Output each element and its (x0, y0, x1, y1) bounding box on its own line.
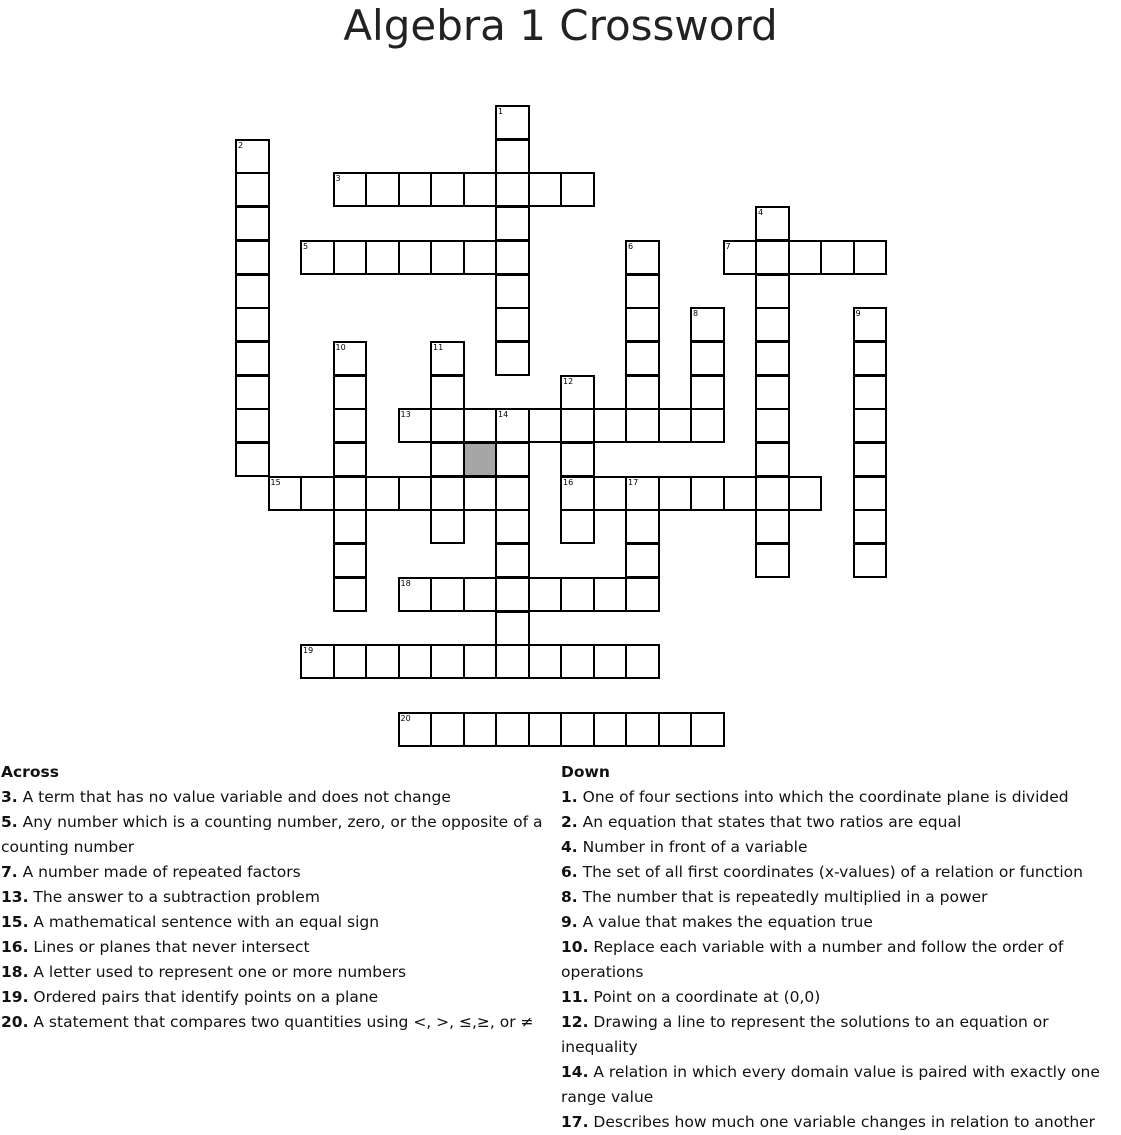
grid-cell[interactable] (625, 577, 660, 612)
grid-cell[interactable] (495, 476, 530, 511)
cell-number: 7 (725, 241, 731, 251)
grid-cell[interactable] (625, 476, 660, 511)
clue-number: 1. (561, 788, 578, 806)
clue-text: A term that has no value variable and does not change (17, 788, 451, 806)
across-clue (1, 885, 553, 910)
cell-number: 11 (433, 342, 444, 352)
grid-cell[interactable] (560, 577, 595, 612)
across-clue (1, 860, 553, 885)
grid-cell[interactable] (463, 476, 498, 511)
across-clue-list (1, 785, 553, 1035)
grid-cell[interactable] (755, 509, 790, 544)
grid-cell[interactable] (495, 105, 530, 140)
grid-cell[interactable] (235, 307, 270, 342)
grid-cell[interactable] (430, 408, 465, 443)
grid-cell[interactable] (690, 712, 725, 747)
grid-cell[interactable] (430, 644, 465, 679)
clue-number: 3. (1, 788, 18, 806)
across-clue (1, 785, 553, 810)
grid-cell[interactable] (820, 240, 855, 275)
cell-number: 2 (238, 140, 244, 150)
grid-cell[interactable] (235, 172, 270, 207)
grid-cell[interactable] (723, 240, 758, 275)
grid-cell[interactable] (333, 509, 368, 544)
grid-cell[interactable] (235, 240, 270, 275)
shaded-cell (463, 442, 498, 477)
grid-cell[interactable] (495, 274, 530, 309)
across-clue (1, 935, 553, 960)
grid-cell[interactable] (723, 476, 758, 511)
grid-cell[interactable] (560, 408, 595, 443)
grid-cell[interactable] (495, 712, 530, 747)
grid-cell[interactable] (495, 139, 530, 174)
clue-text: One of four sections into which the coordinate plane is divided (577, 788, 1069, 806)
grid-cell[interactable] (333, 476, 368, 511)
grid-cell[interactable] (235, 442, 270, 477)
across-clue (1, 960, 553, 985)
clue-number: 20. (1, 1013, 29, 1031)
grid-cell[interactable] (853, 442, 888, 477)
grid-cell[interactable] (495, 442, 530, 477)
cell-number: 20 (400, 713, 411, 723)
clue-number: 13. (1, 888, 29, 906)
grid-cell[interactable] (625, 307, 660, 342)
down-clue (561, 835, 1117, 860)
cell-number: 8 (693, 309, 699, 319)
clue-text: The number that is repeatedly multiplied in a power (577, 888, 988, 906)
cell-number: 1 (498, 107, 504, 116)
grid-cell[interactable] (430, 240, 465, 275)
grid-cell[interactable] (300, 644, 335, 679)
clue-text: A letter used to represent one or more numbers (28, 963, 407, 981)
grid-cell[interactable] (853, 375, 888, 410)
down-clue-list (561, 785, 1117, 1135)
grid-cell[interactable] (755, 442, 790, 477)
grid-cell[interactable] (430, 172, 465, 207)
clue-number: 4. (561, 838, 578, 856)
grid-cell[interactable] (625, 644, 660, 679)
grid-cell[interactable] (333, 442, 368, 477)
clue-text: An equation that states that two ratios are equal (577, 813, 962, 831)
clue-text: Point on a coordinate at (0,0) (588, 988, 821, 1006)
clue-number: 2. (561, 813, 578, 831)
clue-number: 15. (1, 913, 29, 931)
down-clue (561, 860, 1117, 885)
grid-cell[interactable] (333, 240, 368, 275)
grid-cell[interactable] (625, 240, 660, 275)
grid-cell[interactable] (528, 577, 563, 612)
grid-cell[interactable] (333, 408, 368, 443)
grid-cell[interactable] (528, 644, 563, 679)
cell-number: 3 (335, 174, 341, 184)
grid-cell[interactable] (853, 543, 888, 578)
across-heading: Across (1, 763, 59, 781)
clue-number: 10. (561, 938, 589, 956)
grid-cell[interactable] (690, 408, 725, 443)
clue-text: A number made of repeated factors (17, 863, 301, 881)
grid-cell[interactable] (495, 172, 530, 207)
across-clue (1, 1010, 553, 1035)
grid-cell[interactable] (495, 509, 530, 544)
grid-cell[interactable] (625, 408, 660, 443)
grid-cell[interactable] (430, 442, 465, 477)
down-heading: Down (561, 763, 610, 781)
grid-cell[interactable] (430, 476, 465, 511)
grid-cell[interactable] (495, 307, 530, 342)
down-clue (561, 935, 1117, 985)
grid-cell[interactable] (625, 509, 660, 544)
down-clue (561, 785, 1117, 810)
cell-number: 19 (303, 646, 314, 656)
grid-cell[interactable] (333, 644, 368, 679)
cell-number: 4 (758, 208, 764, 218)
cell-number: 5 (303, 241, 309, 251)
down-clue (561, 1060, 1117, 1110)
grid-cell[interactable] (560, 712, 595, 747)
grid-cell[interactable] (495, 240, 530, 275)
grid-cell[interactable] (463, 577, 498, 612)
down-clues (561, 760, 1117, 1135)
grid-cell[interactable] (625, 543, 660, 578)
grid-cell[interactable] (333, 543, 368, 578)
clue-text: The answer to a subtraction problem (28, 888, 320, 906)
down-clue (561, 1010, 1117, 1060)
grid-cell[interactable] (755, 476, 790, 511)
grid-cell[interactable] (398, 712, 433, 747)
grid-cell[interactable] (690, 307, 725, 342)
grid-cell[interactable] (463, 644, 498, 679)
down-clue (561, 1110, 1117, 1135)
grid-cell[interactable] (593, 408, 628, 443)
grid-cell[interactable] (560, 476, 595, 511)
grid-cell[interactable] (755, 341, 790, 376)
cell-number: 10 (335, 342, 346, 352)
grid-cell[interactable] (528, 712, 563, 747)
clue-text: A relation in which every domain value is paired with exactly one range value (561, 1063, 1100, 1106)
across-clues (1, 760, 553, 1035)
across-clue (1, 910, 553, 935)
grid-cell[interactable] (495, 543, 530, 578)
grid-cell[interactable] (755, 206, 790, 241)
grid-cell[interactable] (625, 712, 660, 747)
page-title: Algebra 1 Crossword (343, 1, 778, 50)
clue-text: Ordered pairs that identify points on a plane (28, 988, 379, 1006)
grid-cell[interactable] (625, 274, 660, 309)
clue-number: 11. (561, 988, 589, 1006)
grid-cell[interactable] (690, 375, 725, 410)
grid-cell[interactable] (658, 476, 693, 511)
cell-number: 18 (400, 578, 411, 588)
grid-cell[interactable] (755, 375, 790, 410)
clue-number: 18. (1, 963, 29, 981)
grid-cell[interactable] (495, 611, 530, 646)
grid-cell[interactable] (528, 408, 563, 443)
clue-text: Any number which is a counting number, zero, or the opposite of a counting number (1, 813, 543, 856)
grid-cell[interactable] (333, 172, 368, 207)
cell-number: 14 (498, 410, 509, 420)
grid-cell[interactable] (755, 408, 790, 443)
grid-cell[interactable] (398, 577, 433, 612)
grid-cell[interactable] (235, 341, 270, 376)
grid-cell[interactable] (495, 206, 530, 241)
grid-cell[interactable] (333, 341, 368, 376)
clue-text: Replace each variable with a number and follow the order of operations (561, 938, 1064, 981)
clue-text: Number in front of a variable (577, 838, 808, 856)
cell-number: 16 (563, 477, 574, 487)
grid-cell[interactable] (853, 240, 888, 275)
grid-cell[interactable] (235, 408, 270, 443)
cell-number: 15 (270, 477, 281, 487)
clue-number: 17. (561, 1113, 589, 1131)
cell-number: 12 (563, 376, 574, 386)
grid-cell[interactable] (560, 172, 595, 207)
clue-text: A value that makes the equation true (577, 913, 873, 931)
clue-number: 14. (561, 1063, 589, 1081)
grid-cell[interactable] (235, 206, 270, 241)
grid-cell[interactable] (788, 476, 823, 511)
grid-cell[interactable] (690, 341, 725, 376)
clue-number: 19. (1, 988, 29, 1006)
grid-cell[interactable] (528, 172, 563, 207)
grid-cell[interactable] (365, 240, 400, 275)
cell-number: 9 (855, 309, 861, 319)
grid-cell[interactable] (365, 644, 400, 679)
down-clue (561, 810, 1117, 835)
grid-cell[interactable] (300, 476, 335, 511)
grid-cell[interactable] (755, 240, 790, 275)
grid-cell[interactable] (755, 307, 790, 342)
grid-cell[interactable] (333, 375, 368, 410)
down-clue (561, 985, 1117, 1010)
grid-cell[interactable] (625, 375, 660, 410)
grid-cell[interactable] (560, 509, 595, 544)
grid-cell[interactable] (593, 712, 628, 747)
grid-cell[interactable] (495, 341, 530, 376)
grid-cell[interactable] (593, 577, 628, 612)
clue-text: A mathematical sentence with an equal sign (28, 913, 380, 931)
clue-number: 5. (1, 813, 18, 831)
cell-number: 6 (628, 241, 634, 251)
grid-cell[interactable] (853, 509, 888, 544)
grid-cell[interactable] (398, 644, 433, 679)
grid-cell[interactable] (430, 509, 465, 544)
grid-cell[interactable] (853, 408, 888, 443)
grid-cell[interactable] (853, 476, 888, 511)
down-clue (561, 885, 1117, 910)
grid-cell[interactable] (430, 577, 465, 612)
grid-cell[interactable] (560, 442, 595, 477)
grid-cell[interactable] (235, 139, 270, 174)
cell-number: 13 (400, 410, 411, 420)
clue-text: The set of all first coordinates (x-values) of a relation or function (577, 863, 1083, 881)
grid-cell[interactable] (300, 240, 335, 275)
grid-cell[interactable] (788, 240, 823, 275)
grid-cell[interactable] (333, 577, 368, 612)
grid-cell[interactable] (495, 644, 530, 679)
clue-text: Drawing a line to represent the solutions to an equation or inequality (561, 1013, 1049, 1056)
grid-cell[interactable] (560, 644, 595, 679)
grid-cell[interactable] (690, 476, 725, 511)
grid-cell[interactable] (235, 375, 270, 410)
clue-number: 16. (1, 938, 29, 956)
clue-text: Describes how much one variable changes in relation to another (588, 1113, 1096, 1131)
grid-cell[interactable] (593, 476, 628, 511)
grid-cell[interactable] (398, 476, 433, 511)
grid-cell[interactable] (463, 408, 498, 443)
grid-cell[interactable] (755, 543, 790, 578)
grid-cell[interactable] (235, 274, 270, 309)
clue-number: 12. (561, 1013, 589, 1031)
grid-cell[interactable] (463, 172, 498, 207)
grid-cell[interactable] (853, 307, 888, 342)
clue-number: 7. (1, 863, 18, 881)
grid-cell[interactable] (398, 172, 433, 207)
clue-text: Lines or planes that never intersect (28, 938, 310, 956)
clue-text: A statement that compares two quantities using <, >, ≤,≥, or ≠ (28, 1013, 534, 1031)
grid-cell[interactable] (398, 240, 433, 275)
grid-cell[interactable] (365, 172, 400, 207)
grid-cell[interactable] (593, 644, 628, 679)
grid-cell[interactable] (560, 375, 595, 410)
grid-cell[interactable] (495, 577, 530, 612)
grid-cell[interactable] (463, 712, 498, 747)
grid-cell[interactable] (430, 375, 465, 410)
grid-cell[interactable] (658, 408, 693, 443)
clue-number: 9. (561, 913, 578, 931)
grid-cell[interactable] (853, 341, 888, 376)
cell-number: 17 (628, 477, 639, 487)
grid-cell[interactable] (430, 341, 465, 376)
across-clue (1, 810, 553, 860)
grid-cell[interactable] (495, 408, 530, 443)
grid-cell[interactable] (365, 476, 400, 511)
down-clue (561, 910, 1117, 935)
clue-number: 8. (561, 888, 578, 906)
grid-cell[interactable] (398, 408, 433, 443)
grid-cell[interactable] (463, 240, 498, 275)
grid-cell[interactable] (658, 712, 693, 747)
grid-cell[interactable] (268, 476, 303, 511)
across-clue (1, 985, 553, 1010)
grid-cell[interactable] (625, 341, 660, 376)
grid-cell[interactable] (430, 712, 465, 747)
grid-cell[interactable] (755, 274, 790, 309)
clue-number: 6. (561, 863, 578, 881)
